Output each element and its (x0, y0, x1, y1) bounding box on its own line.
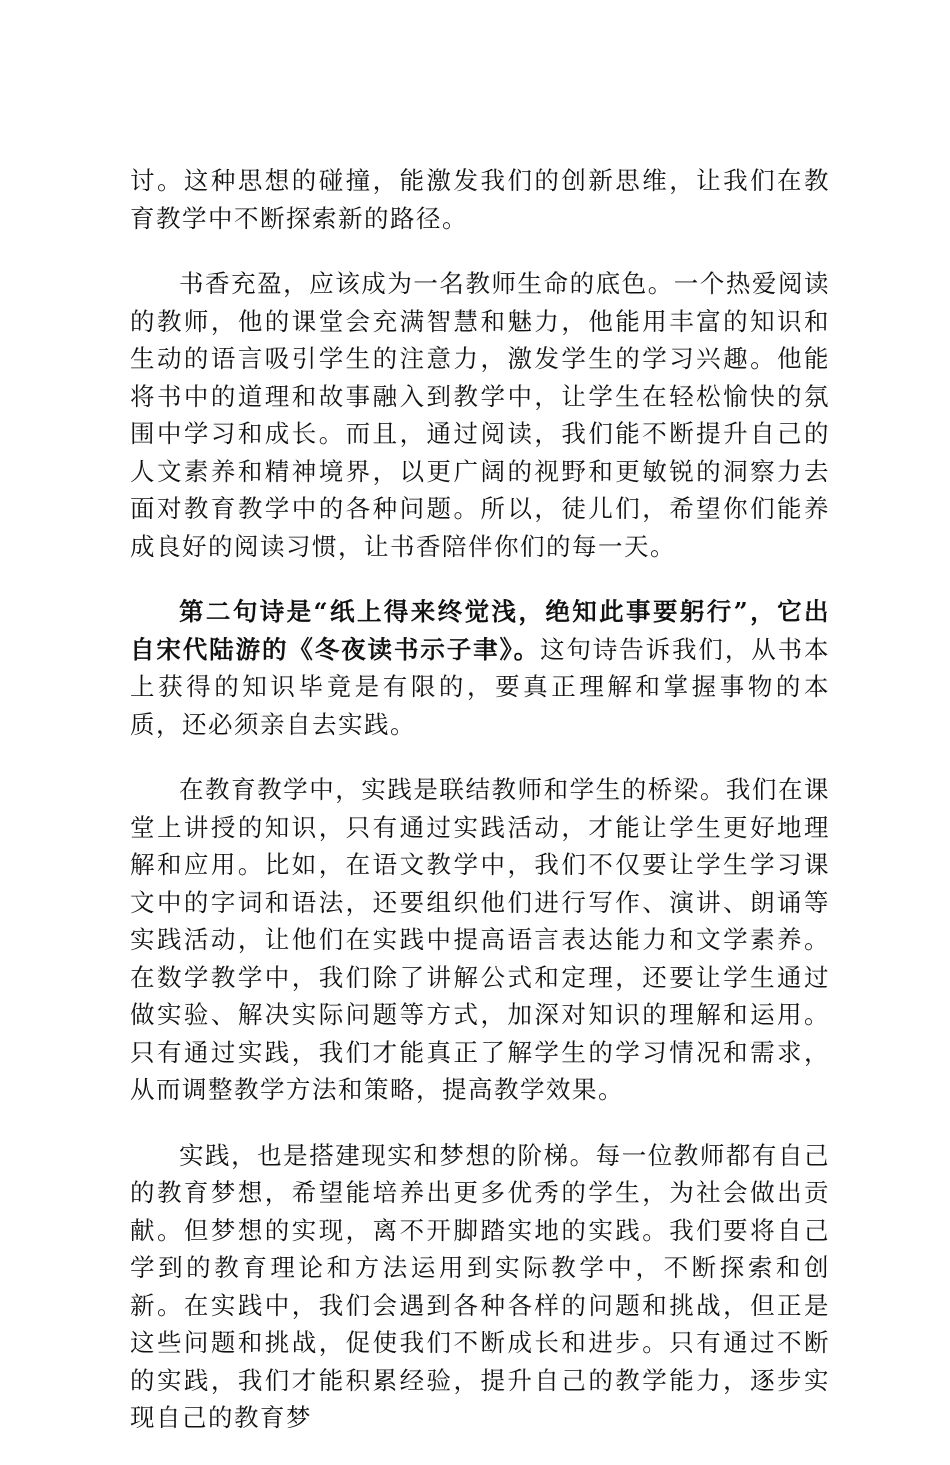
paragraph-text: 这句诗告诉我们，从书本上获得的知识毕竟是有限的，要真正理解和掌握事物的本质，还必须亲自去实践。 (130, 634, 831, 739)
paragraph-reading (130, 265, 830, 565)
paragraph-continuation (130, 162, 830, 237)
paragraph-text: 在教育教学中，实践是联结教师和学生的桥梁。我们在课堂上讲授的知识，只有通过实践活动，才能让学生更好地理解和应用。比如，在语文教学中，我们不仅要让学生学习课文中的字词和语法，还要组织他们进行写作、演讲、朗诵等实践活动，让他们在实践中提高语言表达能力和文学素养。在数学教学中，我们除了讲解公式和定理，还要让学生通过做实验、解决实际问题等方式，加深对知识的理解和运用。只有通过实践，我们才能真正了解学生的学习情况和需求，从而调整教学方法和策略，提高教学效果。 (130, 775, 830, 1104)
paragraph-text: 书香充盈，应该成为一名教师生命的底色。一个热爱阅读的教师，他的课堂会充满智慧和魅力，他能用丰富的知识和生动的语言吸引学生的注意力，激发学生的学习兴趣。他能将书中的道理和故事融入到教学中，让学生在轻松愉快的氛围中学习和成长。而且，通过阅读，我们能不断提升自己的人文素养和精神境界，以更广阔的视野和更敏锐的洞察力去面对教育教学中的各种问题。所以，徒儿们，希望你们能养成良好的阅读习惯，让书香陪伴你们的每一天。 (130, 269, 830, 561)
paragraph-bold-lead: 第二句诗是“纸上得来终觉浅，绝知此事要躬行”，它出自宋代陆游的《冬夜读书示子聿》。 (130, 597, 830, 664)
paragraph-text: 讨。这种思想的碰撞，能激发我们的创新思维，让我们在教育教学中不断探索新的路径。 (130, 166, 830, 233)
paragraph-poem-quote (130, 593, 830, 743)
paragraph-practice-bridge (130, 771, 830, 1109)
document-body (130, 162, 830, 1465)
paragraph-text: 实践，也是搭建现实和梦想的阶梯。每一位教师都有自己的教育梦想，希望能培养出更多优秀的学生，为社会做出贡献。但梦想的实现，离不开脚踏实地的实践。我们要将自己学到的教育理论和方法运用到实际教学中，不断探索和创新。在实践中，我们会遇到各种各样的问题和挑战，但正是这些问题和挑战，促使我们不断成长和进步。只有通过不断的实践，我们才能积累经验，提升自己的教学能力，逐步实现自己的教育梦 (130, 1140, 830, 1432)
paragraph-practice-ladder (130, 1137, 830, 1437)
